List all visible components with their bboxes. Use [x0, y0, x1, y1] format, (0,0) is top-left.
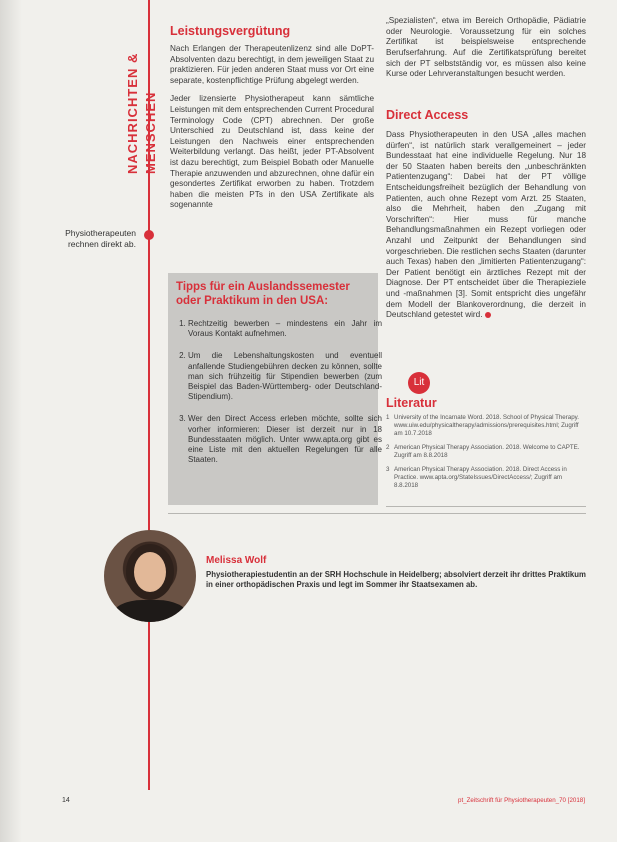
list-item: 1. Rechtzeitig bewerben – mindestens ein Jahr im Voraus Kontakt aufnehmen. — [188, 319, 382, 339]
tips-list — [178, 319, 382, 477]
avatar-shirt — [112, 600, 188, 622]
end-mark-icon — [485, 312, 491, 318]
tips-box — [168, 273, 382, 505]
paragraph — [386, 130, 586, 321]
heading-literatur: Literatur — [386, 396, 437, 410]
paragraph: Jeder lizensierte Physiotherapeut kann sämtliche Leistungen mit dem entsprechenden Current Procedural Terminology Code (CPT) abrechnen. Der große Unterschied zu Deutschland ist, dass keine der Leistungen den Nachweis einer entsprechenden Weiterbildung verlangt. Das heißt, jeder PT-Absolvent ist dazu berechtigt, zum Beispiel Bobath oder Manuelle Therapie anzuwenden und abzurechnen, ohne dafür ein gesondertes Zertifikat erworben zu haben. Trotzdem haben die meisten PTs in den USA Zertifikate als sogenannte — [170, 94, 374, 210]
list-item: 3. Wer den Direct Access erleben möchte, sollte sich vorher informieren: Dieser ist derzeit nur in 18 Bundesstaaten möglich. Unter www.apta.org gibt es eine Liste mit den aktuellen Regelungen für alle Staaten. — [188, 414, 382, 465]
author-name: Melissa Wolf — [206, 555, 267, 566]
avatar-face — [134, 552, 166, 592]
author-bio: Physiotherapiestudentin an der SRH Hochschule in Heidelberg; absolviert derzeit ihr drittes Praktikum in einer orthopädischen Praxis und legt im Sommer ihr Staatsexamen ab. — [206, 570, 586, 589]
list-item: 2 American Physical Therapy Association. 2018. Welcome to CAPTE. Zugriff am 8.8.2018 — [386, 444, 580, 459]
literature-icon: Lit — [408, 372, 430, 394]
tips-heading: Tipps für ein Auslandssemester oder Praktikum in den USA: — [176, 281, 350, 307]
paragraph: „Spezialisten“, etwa im Bereich Orthopädie, Pädiatrie oder Neurologie. Voraussetzung für ein solches Zertifikat ist beispielsweise entsprechende Berufserfahrung. Auf die Zertifikatsprüfung bereitet sich der PT selbstständig vor, es müssen also keine Kurse oder Lehrveranstaltungen besucht werden. — [386, 16, 586, 79]
section-label — [124, 20, 166, 180]
list-item: 2. Um die Lebenshaltungskosten und eventuell anfallende Studiengebühren decken zu können, sollte man sich frühzeitig für Stipendien bewerben (zum Beispiel das Baden-Württemberg- oder Deutschland-Stipendium). — [188, 351, 382, 402]
section-label-svg — [124, 20, 166, 180]
footer-journal: pt_Zeitschrift für Physiotherapeuten_70 [2018] — [458, 797, 585, 804]
side-note: Physiotherapeuten rechnen direkt ab. — [65, 228, 136, 249]
literature-list — [386, 414, 586, 496]
page-number: 14 — [62, 797, 70, 804]
divider — [168, 513, 586, 514]
column-left — [170, 44, 374, 219]
direct-access-text: Dass Physiotherapeuten in den USA „alles machen dürfen“, ist natürlich stark verallgemeinert – jeder Bundesstaat hat eine individuelle Regelung. Nur 18 der 50 Staaten haben bereits den „unbeschränkten Patientenzugang“: Dabei hat der PT völlige Entscheidungsfreiheit bezüglich der Behandlung von Patienten, auch ohne Rezept vom Arzt. 25 Staaten, also die Mehrheit, haben den „Zugang mit Vorschriften“: Hier muss für manche Behandlungsmaßnahmen ein Rezept vorliegen oder Anzahl und Zeitpunkt der Behandlungen sind vorgeschrieben. Die restlichen sechs Staaten (darunter auch Texas) haben den „limitierten Patientenzugang“: Der Patient benötigt ein ärztliches Rezept mit der Diagnose. Der PT entscheidet über die Therapieziele und -maßnahmen [3]. Somit entspricht dies ungefähr dem Modell der Blankoverordnung, die derzeit in Deutschland getestet wird. — [386, 130, 586, 320]
author-avatar — [104, 530, 196, 622]
list-item: 3 American Physical Therapy Association. 2018. Direct Access in Practice. www.apta.org/StateIssues/DirectAccess/; Zugriff am 8.8.2018 — [386, 466, 567, 489]
scan-edge — [0, 0, 22, 842]
paragraph: Nach Erlangen der Therapeutenlizenz sind alle DoPT-Absolventen dazu berechtigt, in dem jeweiligen Staat zu praktizieren. Für jeden anderen Staat muss vor Ort eine separate, kostenpflichtige Prüfung abgelegt werden. — [170, 44, 374, 85]
heading-leistungsverguetung: Leistungsvergütung — [170, 24, 291, 38]
section-label-line1: NACHRICHTEN & — [125, 52, 140, 174]
column-right-top — [386, 8, 586, 88]
divider — [386, 506, 586, 507]
list-item: 1 University of the Incarnate Word. 2018. School of Physical Therapy. www.uiw.edu/physicaltherapy/admissions/prerequisites.html; Zugriff am 10.7.2018 — [386, 414, 580, 437]
column-right — [386, 130, 586, 329]
section-label-line2: MENSCHEN — [143, 91, 158, 174]
heading-direct-access: Direct Access — [386, 108, 469, 122]
side-note-marker — [144, 230, 154, 240]
